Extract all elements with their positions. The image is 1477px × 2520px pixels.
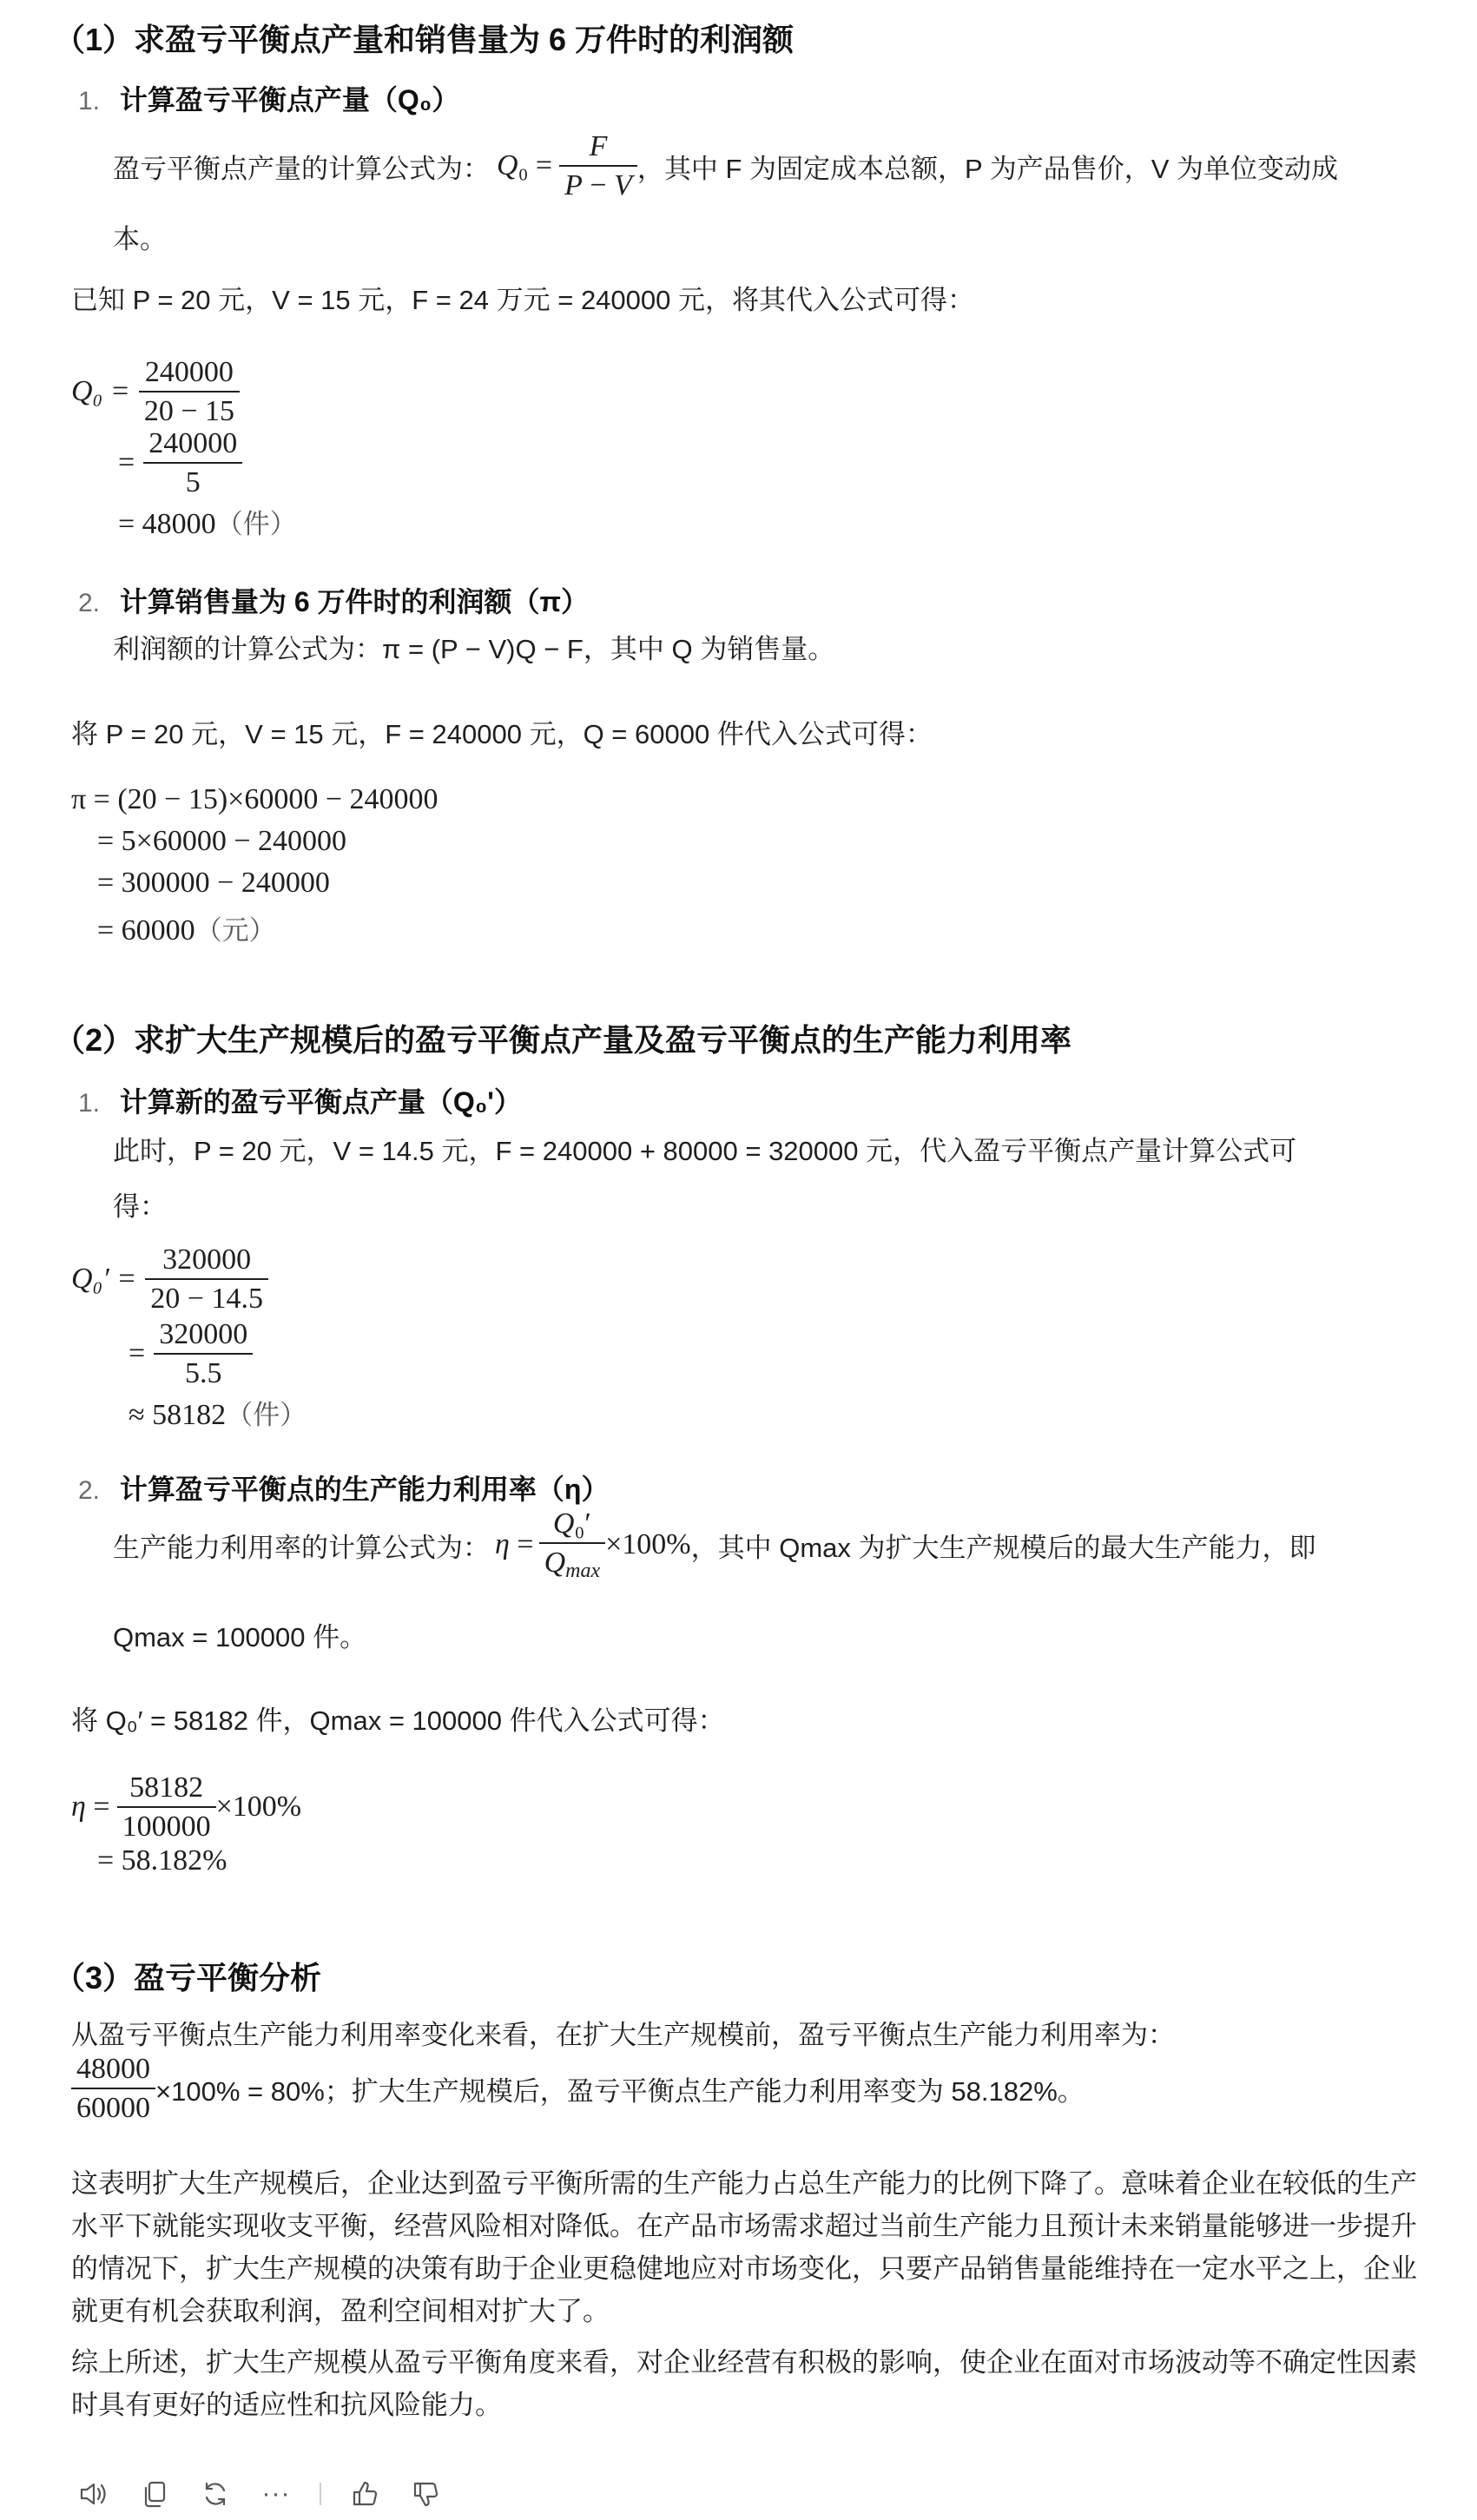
q0-fraction-2: $\frac{240000}{5}$	[143, 427, 242, 499]
q0p-fraction-1: $\frac{320000}{20 - 14.5}$	[145, 1244, 268, 1316]
analysis-paragraph-1: 这表明扩大生产规模后，企业达到盈亏平衡所需的生产能力占总生产能力的比例下降了。意味着企业在较低的生产水平下就能实现收支平衡，经营风险相对降低。在产品市场需求超过当前生产能力且预计未来销量能够进一步提升的情况下，扩大生产规模的决策有助于企业更稳健地应对市场变化，只要产品销售量能维持在一定水平之上，企业就更有机会获取利润，盈利空间相对扩大了。	[71, 2168, 1417, 2326]
list-item	[78, 1468, 609, 1507]
item-number: 1.	[78, 87, 101, 115]
eta-calculation: η = $\frac{58182}{100000}$ ×100%	[71, 1771, 302, 1844]
q0-fraction-1: $\frac{240000}{20 - 15}$	[139, 356, 240, 428]
before-rate-tail: ×100% = 80%；扩大生产规模后，盈亏平衡点生产能力利用率变为 58.182%。	[155, 2075, 1085, 2107]
eta-result: = 58.182%	[97, 1844, 227, 1877]
formula-q0-lhs: Q₀ =	[497, 149, 553, 182]
q0-result: = 48000（件）	[118, 508, 297, 540]
new-given-cont: 得：	[113, 1191, 167, 1222]
item-title: 计算盈亏平衡点产量（Q₀）	[119, 84, 460, 115]
eta-fraction: $\frac{\text{Q₀′}}{Q_{max}}$	[539, 1507, 606, 1583]
q0p-lhs: Q₀′ =	[71, 1263, 137, 1296]
profit-step-1: π = (20 − 15)×60000 − 240000	[71, 783, 438, 815]
analysis-intro: 从盈亏平衡点生产能力利用率变化来看，在扩大生产规模前，盈亏平衡点生产能力利用率为：	[71, 2020, 1175, 2050]
eta-substitute: 将 Q₀′ = 58182 件，Qmax = 100000 件代入公式可得：	[71, 1705, 725, 1736]
item-title: 计算盈亏平衡点的生产能力利用率（η）	[119, 1474, 610, 1505]
eta-lhs: η =	[495, 1528, 534, 1561]
more-icon[interactable]: ···	[261, 2479, 291, 2508]
formula-line	[113, 130, 1338, 202]
copy-icon[interactable]	[137, 2477, 172, 2511]
item-title: 计算新的盈亏平衡点产量（Q₀'）	[119, 1086, 522, 1118]
formula-fraction: $\frac{F}{P - V}$	[559, 130, 637, 202]
thumbs-down-icon[interactable]	[408, 2477, 443, 2511]
profit-step-2: = 5×60000 − 240000	[97, 825, 347, 857]
eta-value-fraction: $\frac{58182}{100000}$	[117, 1771, 216, 1844]
q0p-step-2: = $\frac{320000}{5.5}$	[129, 1318, 253, 1390]
speaker-icon[interactable]	[76, 2477, 111, 2511]
eta-formula	[113, 1507, 1316, 1583]
section-1-title: （1）求盈亏平衡点产量和销售量为 6 万件时的利润额	[54, 22, 795, 57]
q0-step-2: = $\frac{240000}{5}$	[118, 427, 242, 499]
section-3-title: （3）盈亏平衡分析	[54, 1960, 322, 1996]
before-rate-fraction: $\frac{48000}{60000}$	[71, 2053, 155, 2125]
item-number: 2.	[78, 589, 101, 617]
q0p-calculation	[71, 1244, 268, 1316]
profit-step-3: = 300000 − 240000	[97, 867, 330, 899]
list-item	[78, 1080, 522, 1120]
profit-result: = 60000（元）	[97, 914, 276, 947]
message-toolbar	[76, 2477, 443, 2511]
item-number: 2.	[78, 1476, 101, 1505]
formula-cont: 本。	[113, 224, 167, 254]
profit-formula: 利润额的计算公式为：π = (P − V)Q − F，其中 Q 为销售量。	[113, 634, 835, 664]
refresh-icon[interactable]	[198, 2477, 233, 2511]
eta-suffix: ，其中 Qmax 为扩大生产规模后的最大生产能力，即	[690, 1532, 1316, 1563]
list-item	[78, 78, 459, 118]
list-item	[78, 580, 589, 620]
eta-percent: ×100%	[605, 1528, 691, 1561]
analysis-paragraph-2: 综上所述，扩大生产规模从盈亏平衡角度来看，对企业经营有积极的影响，使企业在面对市场波动等不确定性因素时具有更好的适应性和抗风险能力。	[71, 2347, 1417, 2420]
q0-lhs: Q₀ =	[71, 375, 130, 408]
toolbar-divider	[320, 2483, 321, 2505]
new-given-values: 此时，P = 20 元，V = 14.5 元，F = 240000 + 80000 = 320000 元，代入盈亏平衡点产量计算公式可	[113, 1136, 1297, 1166]
formula-suffix: ，其中 F 为固定成本总额，P 为产品售价，V 为单位变动成	[636, 153, 1339, 184]
known-values: 已知 P = 20 元，V = 15 元，F = 24 万元 = 240000 元，将其代入公式可得：	[71, 285, 974, 315]
substitute-values: 将 P = 20 元，V = 15 元，F = 240000 元，Q = 60000 件代入公式可得：	[71, 719, 933, 749]
before-rate	[71, 2053, 1085, 2125]
item-number: 1.	[78, 1089, 101, 1118]
q0-calculation	[71, 356, 240, 428]
q0p-result: ≈ 58182（件）	[129, 1399, 307, 1431]
qmax-line: Qmax = 100000 件。	[113, 1622, 367, 1653]
eta-prefix: 生产能力利用率的计算公式为：	[113, 1532, 490, 1563]
thumbs-up-icon[interactable]	[347, 2477, 382, 2511]
q0p-fraction-2: $\frac{320000}{5.5}$	[154, 1318, 253, 1390]
formula-prefix: 盈亏平衡点产量的计算公式为：	[113, 153, 490, 184]
section-2-title: （2）求扩大生产规模后的盈亏平衡点产量及盈亏平衡点的生产能力利用率	[54, 1022, 1072, 1058]
item-title: 计算销售量为 6 万件时的利润额（π）	[119, 586, 590, 617]
